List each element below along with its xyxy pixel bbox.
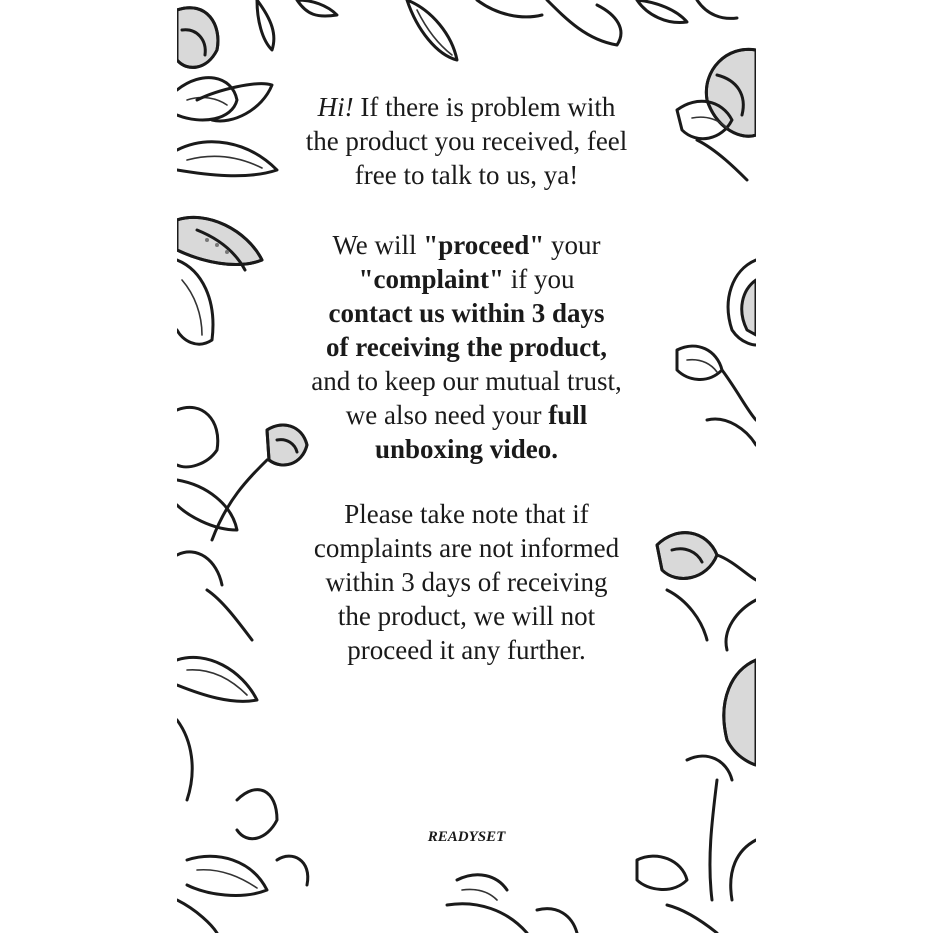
policy-emphasis: "proceed" bbox=[423, 230, 545, 260]
note-line-4: the product, we will not bbox=[337, 601, 596, 631]
policy-line-6 bbox=[177, 398, 756, 432]
leaf-icon bbox=[177, 720, 308, 933]
leaf-icon bbox=[257, 0, 737, 60]
intro-paragraph bbox=[177, 90, 756, 192]
note-line-3: within 3 days of receiving bbox=[325, 567, 608, 597]
policy-emphasis: "complaint" bbox=[358, 264, 504, 294]
greeting-text: Hi! bbox=[317, 92, 354, 122]
intro-text: If there is problem with bbox=[353, 92, 616, 122]
leaf-icon bbox=[447, 875, 577, 933]
brand-name: READYSET bbox=[427, 829, 506, 845]
note-paragraph bbox=[177, 497, 756, 667]
policy-line-7 bbox=[177, 432, 756, 466]
policy-line-1 bbox=[177, 228, 756, 262]
intro-line-3: free to talk to us, ya! bbox=[354, 160, 579, 190]
note-line-2: complaints are not informed bbox=[313, 533, 620, 563]
policy-text: we also need your bbox=[345, 400, 549, 430]
policy-text: We will bbox=[332, 230, 424, 260]
notice-card bbox=[177, 0, 756, 933]
intro-line-2: the product you received, feel bbox=[305, 126, 628, 156]
note-line-5: proceed it any further. bbox=[347, 635, 586, 665]
policy-emphasis: unboxing video. bbox=[374, 434, 559, 464]
policy-emphasis: contact us within 3 days bbox=[328, 298, 605, 328]
flower-icon bbox=[637, 660, 756, 933]
note-line-1: Please take note that if bbox=[344, 499, 589, 529]
policy-line-4 bbox=[177, 330, 756, 364]
policy-line-3 bbox=[177, 296, 756, 330]
policy-text: if you bbox=[503, 264, 575, 294]
complaint-policy-paragraph bbox=[177, 228, 756, 466]
policy-text: your bbox=[544, 230, 601, 260]
policy-line-5: and to keep our mutual trust, bbox=[311, 366, 622, 396]
policy-emphasis: of receiving the product, bbox=[326, 332, 607, 362]
policy-line-2 bbox=[177, 262, 756, 296]
policy-emphasis: full bbox=[548, 400, 588, 430]
intro-line-1 bbox=[177, 90, 756, 124]
